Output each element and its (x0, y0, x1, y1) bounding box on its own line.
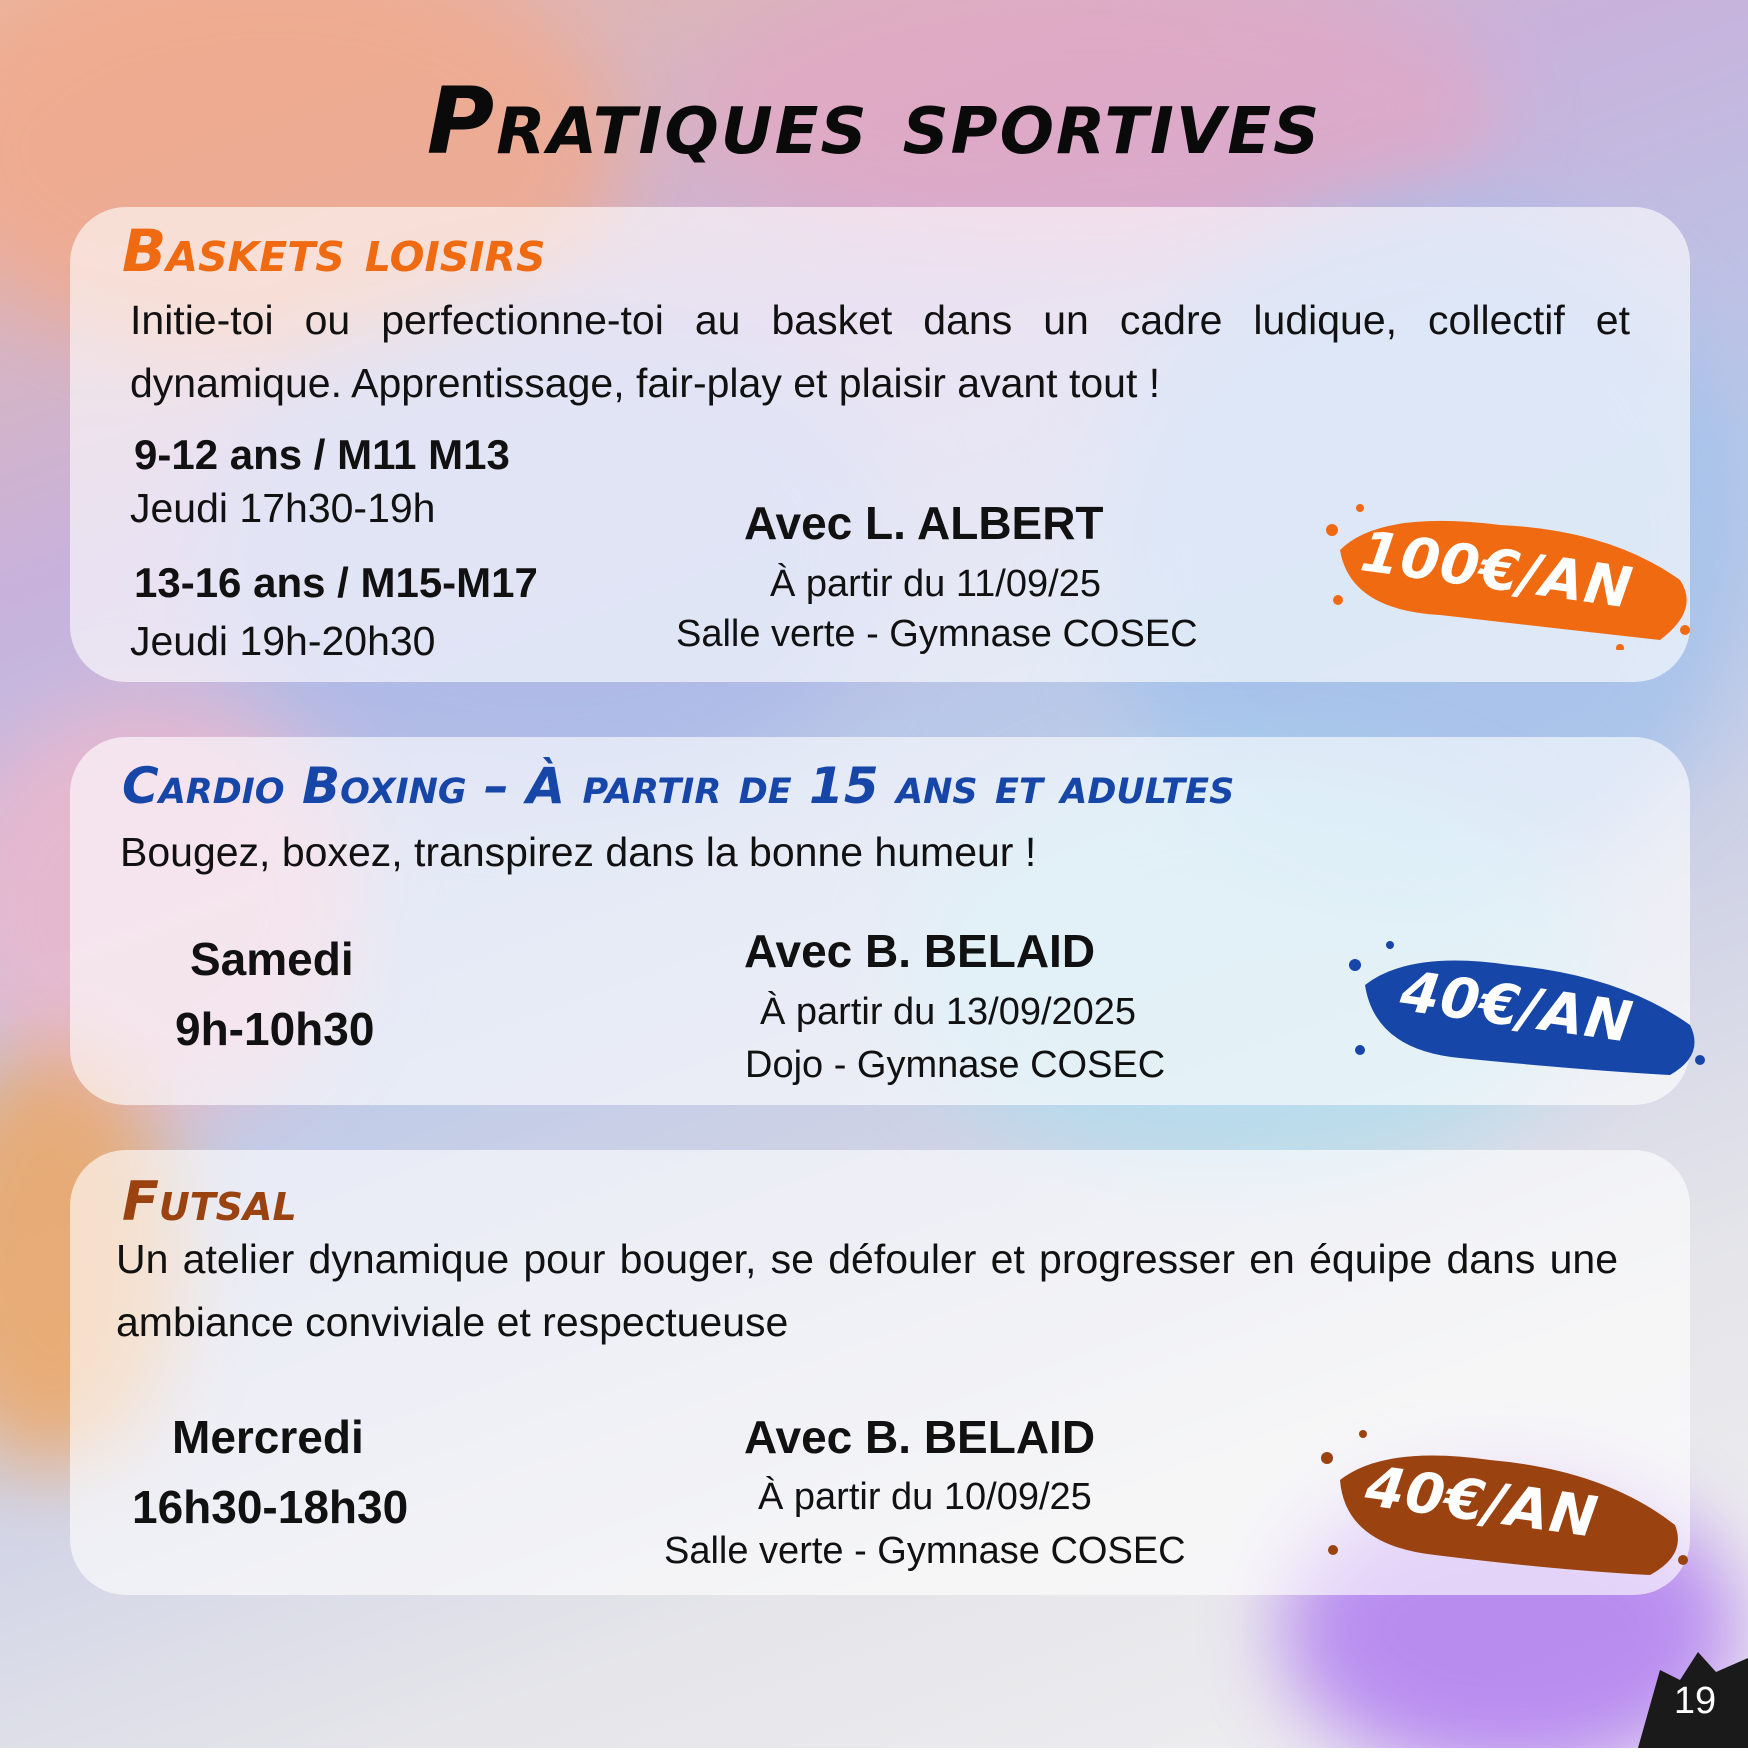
start-date: À partir du 10/09/25 (758, 1476, 1092, 1518)
time: 16h30-18h30 (132, 1481, 409, 1533)
section-title: Baskets loisirs (122, 217, 546, 285)
page-number-badge (1620, 1640, 1748, 1748)
section-title: Cardio Boxing – À partir de 15 ans et adultes (122, 757, 1235, 815)
price-badge (1340, 930, 1710, 1090)
age-group: 13-16 ans / M15-M17 (134, 559, 538, 606)
price-label: 40€/AN (1396, 959, 1637, 1056)
coach-name: Avec B. BELAID (744, 1411, 1096, 1463)
page-title: Pratiques sportives (426, 68, 1322, 175)
price-badge (1320, 490, 1700, 650)
start-date: À partir du 13/09/2025 (760, 991, 1137, 1033)
age-group: 9-12 ans / M11 M13 (134, 431, 510, 478)
location: Dojo - Gymnase COSEC (745, 1044, 1166, 1086)
price-badge (1315, 1420, 1695, 1590)
price-label: 100€/AN (1356, 519, 1637, 622)
coach-name: Avec L. ALBERT (744, 497, 1104, 549)
day: Mercredi (172, 1411, 364, 1463)
section-description: Initie-toi ou perfectionne-toi au basket dans un cadre ludique, collectif et dynamique. Apprentissage, fair-play et plaisir avant tout ! (130, 297, 1630, 406)
schedule: Jeudi 19h-20h30 (130, 618, 436, 664)
day: Samedi (190, 933, 354, 985)
location: Salle verte - Gymnase COSEC (676, 613, 1198, 655)
section-description: Bougez, boxez, transpirez dans la bonne humeur ! (120, 829, 1037, 875)
start-date: À partir du 11/09/25 (770, 563, 1101, 605)
schedule: Jeudi 17h30-19h (130, 485, 436, 531)
section-description: Un atelier dynamique pour bouger, se défouler et progresser en équipe dans une ambiance conviviale et respectueuse (116, 1236, 1618, 1345)
page-number: 19 (1673, 1680, 1717, 1722)
section-title: Futsal (122, 1170, 297, 1233)
coach-name: Avec B. BELAID (744, 925, 1096, 977)
time: 9h-10h30 (175, 1003, 375, 1055)
price-label: 40€/AN (1361, 1454, 1602, 1551)
location: Salle verte - Gymnase COSEC (664, 1530, 1186, 1572)
